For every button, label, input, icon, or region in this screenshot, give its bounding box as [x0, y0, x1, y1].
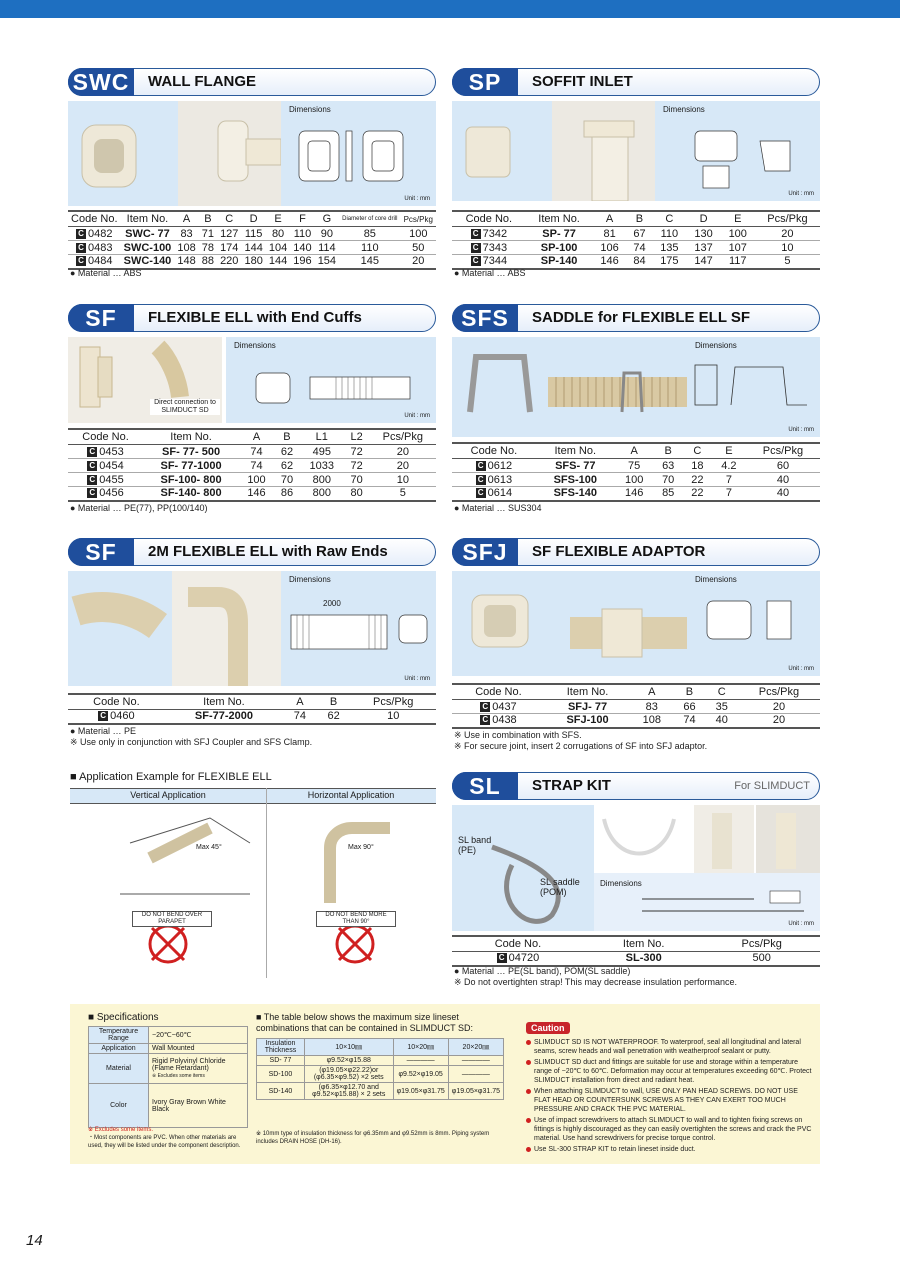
usage-note: ※ Do not overtighten strap! This may decrease insulation performance. — [454, 977, 738, 987]
specs-title: ■ Specifications — [88, 1012, 159, 1023]
caution-item: Use SL-300 STRAP KIT to retain lineset inside duct. — [526, 1145, 814, 1154]
section-title: 2M FLEXIBLE ELL with Raw Ends — [148, 543, 388, 560]
section-sf — [68, 304, 438, 519]
table-row: C 0456 SF-140- 800 146 86 800 80 5 — [68, 487, 436, 501]
table-header-row: Code No. Item No. A B C Pcs/Pkg — [452, 684, 820, 700]
usage-note: ※ Use in combination with SFS. — [454, 730, 582, 740]
dimensions-drawing: Dimensions 2000 Unit : mm — [281, 571, 436, 686]
material-note: ● Material … PE(77), PP(100/140) — [70, 503, 208, 513]
section-code: SP — [452, 68, 518, 96]
table-row: C 04720 SL-300 500 — [452, 952, 820, 966]
dimensions-drawing: Dimensions Unit : mm — [281, 101, 436, 206]
table-row: C 7343 SP-100 106 74 135 137 107 10 — [452, 241, 820, 255]
table-header-row: Code No. Item No. Pcs/Pkg — [452, 936, 820, 952]
table-row: C 0455 SF-100- 800 100 70 800 70 10 — [68, 473, 436, 487]
band-label: SL band (PE) — [458, 835, 492, 855]
product-photo — [452, 101, 655, 201]
table-row: C 7342 SP- 77 81 67 110 130 100 20 — [452, 227, 820, 241]
section-code: SFJ — [452, 538, 518, 566]
product-photo — [68, 571, 281, 686]
product-photo — [452, 337, 687, 437]
column-header: Horizontal Application — [307, 790, 395, 800]
lineset-footnote: ※ 10mm type of insulation thickness for φ6.35mm and φ9.52mm is 8mm. Piping system includes DRAIN HOSE (DH-16). — [256, 1131, 490, 1145]
table-row: C 0460 SF-77-2000 74 62 10 — [68, 710, 436, 724]
section-title: SADDLE for FLEXIBLE ELL SF — [532, 309, 751, 326]
section-title: FLEXIBLE ELL with End Cuffs — [148, 309, 362, 326]
product-photo — [594, 805, 820, 873]
section-subtitle: For SLIMDUCT — [734, 780, 810, 792]
section-sfj — [452, 538, 822, 753]
material-note: ● Material … ABS — [70, 268, 142, 278]
dimensions-drawing: Dimensions Unit : mm — [687, 337, 820, 437]
caution-item: SLIMDUCT SD duct and fittings are suitable for use and storage within a temperature range of −20℃ to 60℃. Deformation may occur at temperatures exceeding 60℃. Protect SLIMDUCT installation from direct and radiant heat. — [526, 1058, 814, 1085]
table-row: C 0484 SWC-140 148 88 220 180 144 196 154 145 20 — [68, 255, 436, 269]
section-code: SFS — [452, 304, 518, 332]
usage-note: ※ For secure joint, insert 2 corrugations of SF into SFJ adaptor. — [454, 741, 708, 751]
table-row: C 0454 SF- 77-1000 74 62 1033 72 20 — [68, 459, 436, 473]
table-row: C 0483 SWC-100 108 78 174 144 104 140 114 110 50 — [68, 241, 436, 255]
warning-label: DO NOT BEND MORE THAN 90° — [316, 911, 396, 927]
max-angle-label: Max 45° — [196, 844, 222, 851]
table-header-row: Code No. Item No. A B C D E F G Diameter of core drill Pcs/Pkg — [68, 211, 436, 227]
table-row: C 0438 SFJ-100 108 74 40 20 — [452, 714, 820, 728]
specs-footnote: ※ Excludes some items. ・Most components are PVC. When other materials are used, they will be listed under the component description. — [88, 1127, 241, 1149]
table-row: C 0613 SFS-100 100 70 22 7 40 — [452, 473, 820, 487]
section-sfs — [452, 304, 822, 519]
section-sp — [452, 68, 822, 283]
section-title: SF FLEXIBLE ADAPTOR — [532, 543, 706, 560]
caution-box — [526, 1018, 814, 1154]
table-header-row: Code No. Item No. A B C E Pcs/Pkg — [452, 443, 820, 459]
table-row: C 0453 SF- 77- 500 74 62 495 72 20 — [68, 445, 436, 459]
dimensions-drawing: Dimensions Unit : mm — [226, 337, 436, 423]
material-note: ● Material … PE(SL band), POM(SL saddle) — [454, 966, 631, 976]
spec-table — [452, 210, 820, 270]
product-photo — [68, 101, 281, 206]
caution-item: When attaching SLIMDUCT to wall, USE ONLY PAN HEAD SCREWS. DO NOT USE FLAT HEAD OR COUNTERSUNK SCREWS AS THEY CAN EXERT TOO MUCH PRESSURE AND CRACK THE PVC MATERIAL. — [526, 1087, 814, 1114]
section-title: WALL FLANGE — [148, 73, 257, 90]
application-example — [70, 788, 436, 978]
column-header: Vertical Application — [130, 790, 206, 800]
photo-caption: Direct connection to SLIMDUCT SD — [150, 399, 220, 415]
section-sl — [452, 772, 822, 992]
table-row: C 0614 SFS-140 146 85 22 7 40 — [452, 487, 820, 501]
section-sf-2m — [68, 538, 438, 753]
saddle-label: SL saddle (POM) — [540, 877, 580, 897]
section-code: SF — [68, 304, 134, 332]
dimensions-drawing: Dimensions Unit : mm — [687, 571, 820, 676]
spec-table — [68, 428, 436, 502]
caution-item: SLIMDUCT SD IS NOT WATERPROOF. To waterproof, seal all longitudinal and lateral seams, screw heads and wall penetration with weatherproof sealant or putty. — [526, 1038, 814, 1056]
section-code: SF — [68, 538, 134, 566]
spec-table — [452, 935, 820, 967]
caution-item: Use of impact screwdrivers to attach SLIMDUCT to wall and to tighten fixing screws on fittings is highly discouraged as they can easily overtighten the screws and crack the PVC material. Use hand screwdrivers for precise torque control. — [526, 1116, 814, 1143]
section-code: SWC — [68, 68, 134, 96]
spec-table — [452, 683, 820, 729]
spec-table — [68, 693, 436, 725]
dimensions-drawing: Dimensions Unit : mm — [594, 873, 820, 931]
table-header-row: Code No. Item No. A B C D E Pcs/Pkg — [452, 211, 820, 227]
specs-table: Temperature Range −20℃~60℃ Application Wall Mounted Material Rigid Polyvinyl Chloride (Flame Retardant) ※ Excludes some items Color Ivory Gray Brown White Black — [88, 1026, 248, 1128]
table-row: C 7344 SP-140 146 84 175 147 117 5 — [452, 255, 820, 269]
section-code: SL — [452, 772, 518, 800]
table-header-row: Code No. Item No. A B L1 L2 Pcs/Pkg — [68, 429, 436, 445]
dimensions-drawing: Dimensions Unit : mm — [655, 101, 820, 201]
material-note: ● Material … PE — [70, 726, 136, 736]
table-row: C 0482 SWC- 77 83 71 127 115 80 110 90 85 100 — [68, 227, 436, 241]
spec-table — [452, 442, 820, 502]
caution-tag: Caution — [526, 1022, 570, 1034]
usage-note: ※ Use only in conjunction with SFJ Coupler and SFS Clamp. — [70, 737, 313, 747]
lineset-title: ■ The table below shows the maximum size lineset combinations that can be contained in SLIMDUCT SD: — [256, 1012, 473, 1033]
table-header-row: Code No. Item No. A B Pcs/Pkg — [68, 694, 436, 710]
material-note: ● Material … SUS304 — [454, 503, 542, 513]
spec-table — [68, 210, 436, 270]
max-angle-label: Max 90° — [348, 844, 374, 851]
table-row: C 0612 SFS- 77 75 63 18 4.2 60 — [452, 459, 820, 473]
section-swc — [68, 68, 438, 283]
page-number: 14 — [26, 1232, 43, 1249]
section-title: STRAP KIT — [532, 777, 611, 794]
application-title: ■ Application Example for FLEXIBLE ELL — [70, 771, 272, 783]
section-title: SOFFIT INLET — [532, 73, 633, 90]
length-label: 2000 — [323, 599, 341, 608]
product-photo — [452, 805, 594, 931]
warning-label: DO NOT BEND OVER PARAPET — [132, 911, 212, 927]
product-photo — [452, 571, 687, 676]
table-row: C 0437 SFJ- 77 83 66 35 20 — [452, 700, 820, 714]
material-note: ● Material … ABS — [454, 268, 526, 278]
info-panel — [70, 1004, 820, 1164]
top-bar — [0, 0, 900, 18]
lineset-table: Insulation Thickness 10×10㎜ 10×20㎜ 20×20㎜ SD- 77 φ9.52×φ15.88 ———— ———— SD-100 (φ19.05×φ22.22)or (φ6.35×φ9.52) ×2 sets φ9.52×φ19.05 ———— SD-140 (φ6.35×φ12.70 and φ9.52×φ15.88) × 2 sets φ19.05×φ31.75 φ19.05×φ31.75 — [256, 1038, 504, 1100]
product-photo — [68, 337, 222, 423]
